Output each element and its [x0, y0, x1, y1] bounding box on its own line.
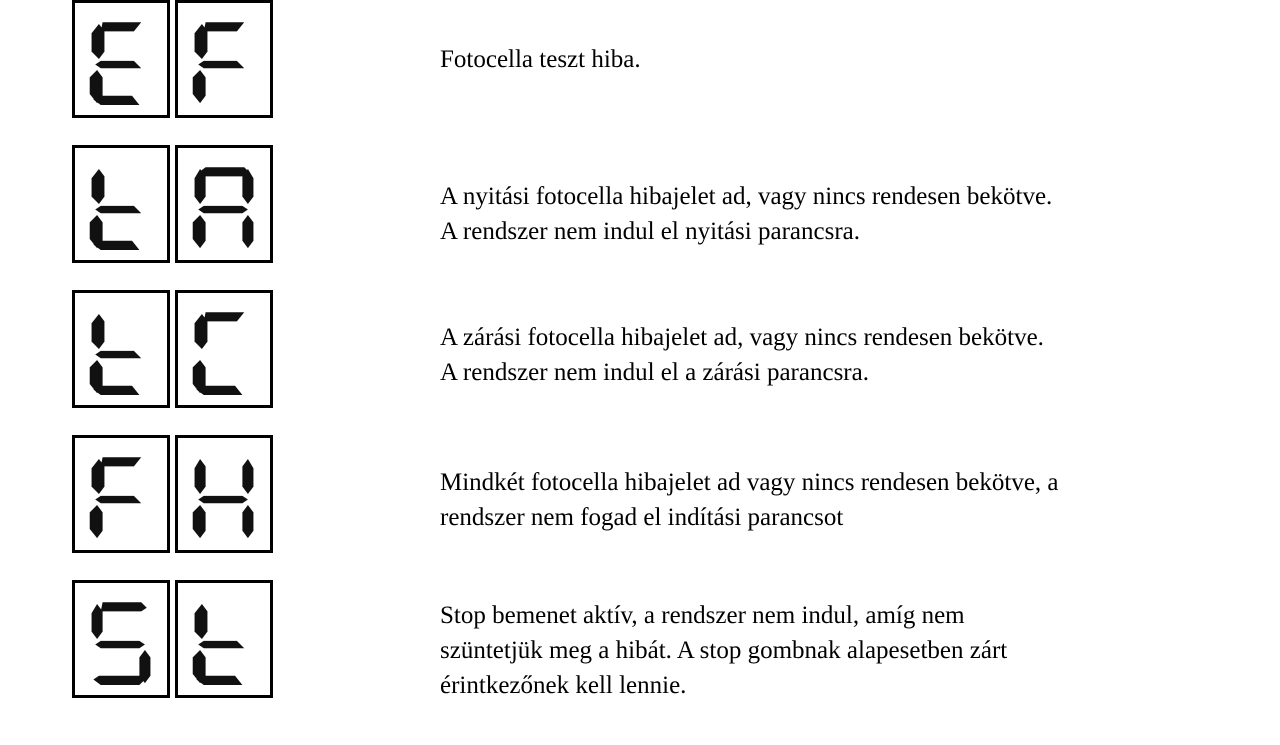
seven-segment-digit-H	[175, 435, 273, 553]
seven-segment-digit-t	[175, 580, 273, 698]
table-row	[0, 580, 1280, 725]
description-line: szüntetjük meg a hibát. A stop gombnak alapesetben zárt	[440, 637, 1008, 664]
code-display-FH	[0, 435, 440, 553]
seven-segment-digit-F	[175, 0, 273, 118]
description-line: A rendszer nem indul el a zárási parancsra.	[440, 359, 869, 386]
table-row	[0, 435, 1280, 580]
description-cell	[440, 580, 1280, 703]
seven-segment-digit-5	[72, 580, 170, 698]
table-row	[0, 145, 1280, 290]
seven-segment-digit-t	[72, 290, 170, 408]
seven-segment-digit-E	[72, 0, 170, 118]
segment-glyph-F	[178, 3, 270, 115]
description-line: A rendszer nem indul el nyitási parancsra.	[440, 218, 860, 245]
description-cell	[440, 0, 1280, 77]
description-cell	[440, 435, 1280, 535]
code-display-tA	[0, 145, 440, 263]
description-cell	[440, 145, 1280, 249]
description-line: Mindkét fotocella hibajelet ad vagy nincs rendesen bekötve, a	[440, 469, 1059, 496]
seven-segment-digit-A	[175, 145, 273, 263]
description-cell	[440, 290, 1280, 390]
segment-glyph-C	[178, 293, 270, 405]
code-display-EF	[0, 0, 440, 118]
segment-glyph-H	[178, 438, 270, 550]
description-line: A nyitási fotocella hibajelet ad, vagy nincs rendesen bekötve.	[440, 183, 1053, 210]
seven-segment-digit-t	[72, 145, 170, 263]
segment-glyph-F	[75, 438, 167, 550]
segment-glyph-E	[75, 3, 167, 115]
code-display-tC	[0, 290, 440, 408]
segment-glyph-t	[75, 293, 167, 405]
description-line: érintkezőnek kell lennie.	[440, 672, 687, 699]
description-line: rendszer nem fogad el indítási parancsot	[440, 504, 844, 531]
description-line: Stop bemenet aktív, a rendszer nem indul, amíg nem	[440, 602, 965, 629]
segment-glyph-t	[178, 583, 270, 695]
table-row	[0, 0, 1280, 145]
segment-glyph-t	[75, 148, 167, 260]
description-line: A zárási fotocella hibajelet ad, vagy nincs rendesen bekötve.	[440, 324, 1044, 351]
seven-segment-digit-C	[175, 290, 273, 408]
seven-segment-digit-F	[72, 435, 170, 553]
description-line: Fotocella teszt hiba.	[440, 46, 641, 73]
code-display-5t	[0, 580, 440, 698]
segment-glyph-5	[75, 583, 167, 695]
table-row	[0, 290, 1280, 435]
segment-glyph-A	[178, 148, 270, 260]
